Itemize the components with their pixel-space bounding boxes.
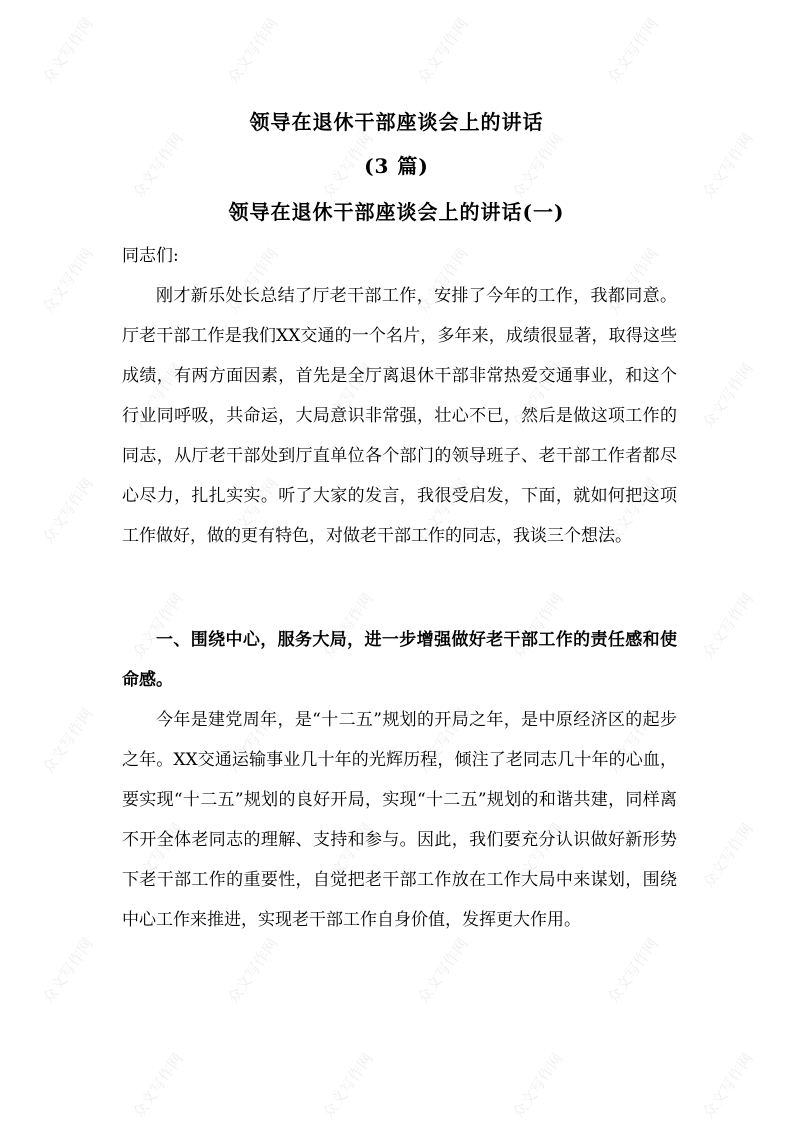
watermark-text: 众文写作网 [699,1049,757,1122]
watermark-text: 众文写作网 [509,819,567,892]
watermark-text: 众文写作网 [319,589,377,662]
watermark-text: 众文写作网 [604,934,662,1007]
watermark-text: 众文写作网 [509,1049,567,1122]
watermark-text: 众文写作网 [129,819,187,892]
watermark-text: 众文写作网 [39,704,97,777]
document-count: (3 篇) [364,154,429,178]
greeting: 同志们: [122,246,179,266]
watermark-text: 众文写作网 [414,704,472,777]
watermark-text: 众文写作网 [414,474,472,547]
watermark-text: 众文写作网 [224,244,282,317]
watermark-text: 众文写作网 [699,129,757,202]
document-title: 领导在退休干部座谈会上的讲话 [249,110,544,134]
watermark-text: 众文写作网 [699,359,757,432]
watermark-text: 众文写作网 [604,244,662,317]
watermark-text: 众文写作网 [319,819,377,892]
paragraph-2: 今年是建党周年，是“十二五”规划的开局之年，是中原经济区的起步之年。XX交通运输事业几十年的光辉历程，倾注了老同志几十年的心血，要实现“十二五”规划的良好开局，实现“十二五”规划的和谐共建，同样离不开全体老同志的理解、支持和参与。因此，我们要充分认识做好新形势下老干部工作的重要性，自觉把老干部工作放在工作大局中来谋划，围绕中心工作来推进，实现老干部工作自身价值，发挥更大作用。 [122,710,677,930]
watermark-text: 众文写作网 [39,14,97,87]
watermark-text: 众文写作网 [129,1049,187,1122]
watermark-text: 众文写作网 [699,589,757,662]
watermark-text: 众文写作网 [39,244,97,317]
watermark-text: 众文写作网 [414,14,472,87]
watermark-text: 众文写作网 [509,129,567,202]
watermark-text: 众文写作网 [509,359,567,432]
watermark-text: 众文写作网 [319,1049,377,1122]
watermark-text: 众文写作网 [39,474,97,547]
watermark-text: 众文写作网 [414,934,472,1007]
watermark-text: 众文写作网 [509,589,567,662]
watermark-text: 众文写作网 [414,244,472,317]
watermark-text: 众文写作网 [129,129,187,202]
watermark-text: 众文写作网 [224,474,282,547]
watermark-text: 众文写作网 [224,934,282,1007]
heading-1: 一、围绕中心，服务大局，进一步增强做好老干部工作的责任感和使命感。 [122,630,677,690]
watermark-text: 众文写作网 [604,14,662,87]
watermark-text: 众文写作网 [699,819,757,892]
paragraph-1: 刚才新乐处长总结了厅老干部工作，安排了今年的工作，我都同意。厅老干部工作是我们XX交通的一个名片，多年来，成绩很显著，取得这些成绩，有两方面因素，首先是全厅离退休干部非常热爱交通事业，和这个行业同呼吸，共命运，大局意识非常强，壮心不已，然后是做这项工作的同志，从厅老干部处到厅直单位各个部门的领导班子、老干部工作者都尽心尽力，扎扎实实。听了大家的发言，我很受启发，下面，就如何把这项工作做好，做的更有特色，对做老干部工作的同志，我谈三个想法。 [122,286,677,546]
watermark-text: 众文写作网 [604,704,662,777]
watermark-text: 众文写作网 [604,474,662,547]
watermark-text: 众文写作网 [129,359,187,432]
watermark-text: 众文写作网 [224,704,282,777]
watermark-text: 众文写作网 [319,129,377,202]
section-title: 领导在退休干部座谈会上的讲话(一) [228,200,565,224]
watermark-text: 众文写作网 [224,14,282,87]
watermark-text: 众文写作网 [319,359,377,432]
watermark-text: 众文写作网 [129,589,187,662]
watermark-text: 众文写作网 [39,934,97,1007]
